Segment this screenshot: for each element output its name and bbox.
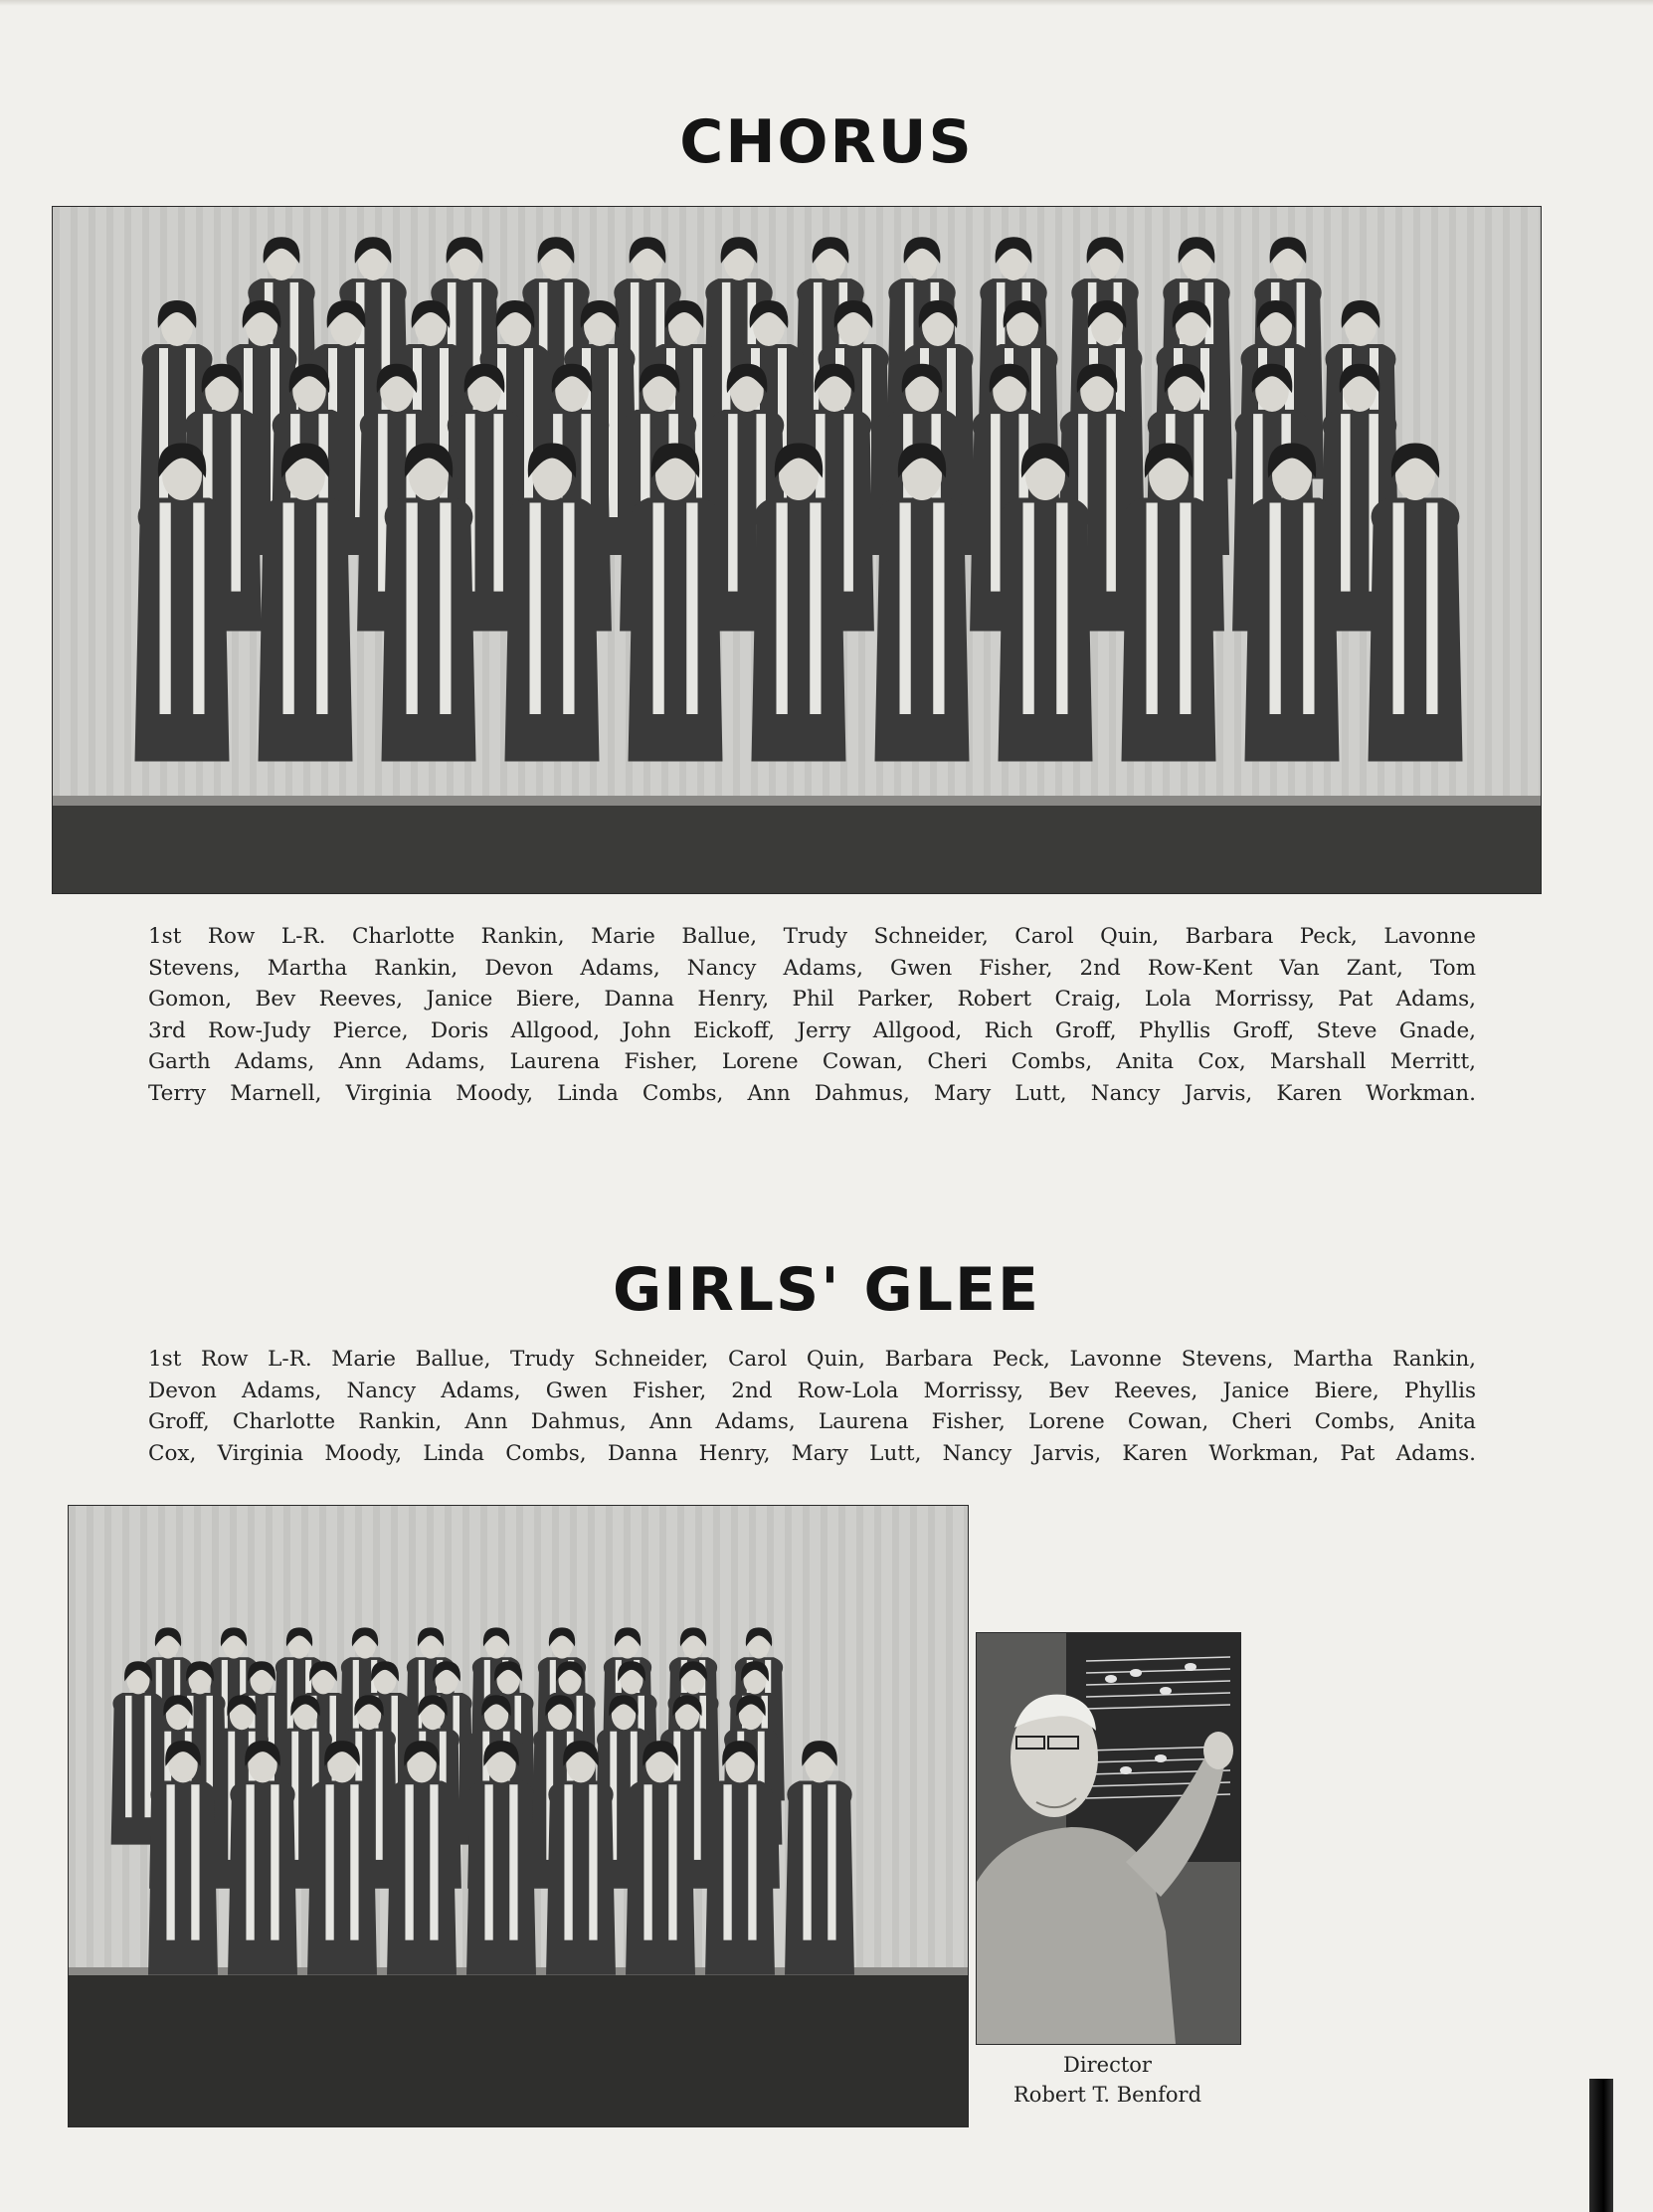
girls-glee-heading: GIRLS' GLEE: [613, 1255, 1040, 1325]
chorus-caption-line: Stevens, Martha Rankin, Devon Adams, Nancy Adams, Gwen Fisher, 2nd Row-Kent Van Zant, Tom: [148, 955, 1476, 981]
binding-edge-mark: [1589, 2079, 1613, 2212]
girls-glee-caption: [148, 1344, 1476, 1469]
chorus-group-photo: [52, 206, 1542, 894]
girls-glee-group-photo: [68, 1505, 969, 2127]
director-name: Robert T. Benford: [1012, 2083, 1202, 2107]
chorus-caption-line: Gomon, Bev Reeves, Janice Biere, Danna Henry, Phil Parker, Robert Craig, Lola Morrissy, Pat Adams,: [148, 987, 1476, 1012]
chorus-caption: [148, 921, 1476, 1109]
director-label: Director: [1063, 2053, 1152, 2077]
chorus-caption-line: Garth Adams, Ann Adams, Laurena Fisher, Lorene Cowan, Cheri Combs, Anita Cox, Marshall Merritt,: [148, 1049, 1476, 1074]
chorus-heading: CHORUS: [679, 107, 974, 177]
director-caption: [976, 2050, 1239, 2110]
glee-caption-line: Devon Adams, Nancy Adams, Gwen Fisher, 2nd Row-Lola Morrissy, Bev Reeves, Janice Biere, Phyllis: [148, 1378, 1476, 1403]
chorus-caption-line: 1st Row L-R. Charlotte Rankin, Marie Ballue, Trudy Schneider, Carol Quin, Barbara Peck, Lavonne: [148, 924, 1476, 949]
glee-caption-line: 1st Row L-R. Marie Ballue, Trudy Schneider, Carol Quin, Barbara Peck, Lavonne Stevens, Martha Rankin,: [148, 1347, 1476, 1372]
chorus-caption-line: 3rd Row-Judy Pierce, Doris Allgood, John Eickoff, Jerry Allgood, Rich Groff, Phyllis Groff, Steve Gnade,: [148, 1017, 1476, 1043]
glee-caption-line: Groff, Charlotte Rankin, Ann Dahmus, Ann Adams, Laurena Fisher, Lorene Cowan, Cheri Combs, Anita: [148, 1409, 1476, 1434]
page-edge: [0, 0, 1653, 6]
glee-caption-line: Cox, Virginia Moody, Linda Combs, Danna Henry, Mary Lutt, Nancy Jarvis, Karen Workman, Pat Adams.: [148, 1440, 1476, 1466]
chorus-caption-line: Terry Marnell, Virginia Moody, Linda Combs, Ann Dahmus, Mary Lutt, Nancy Jarvis, Karen Workman.: [148, 1080, 1476, 1106]
director-portrait-photo: [976, 1632, 1241, 2045]
